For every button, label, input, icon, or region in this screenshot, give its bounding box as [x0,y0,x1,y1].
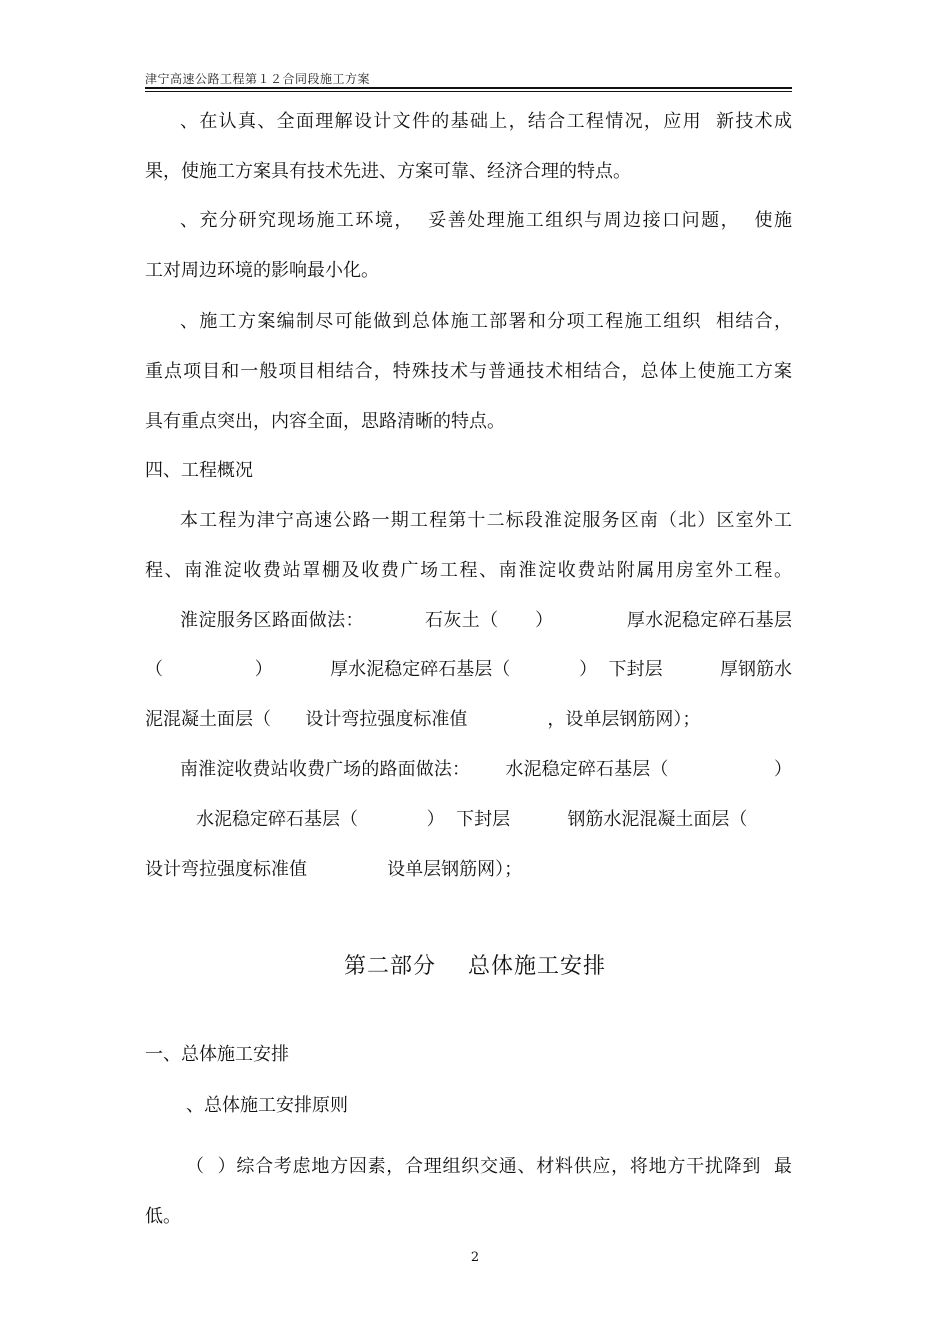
heading-overall-arrangement: 一、总体施工安排 [145,1044,289,1065]
paragraph-6-line-3: 设计弯拉强度标准值 设单层钢筋网）； [145,859,523,880]
running-header: 津宁高速公路工程第１２合同段施工方案 [145,72,371,86]
paragraph-4-line-1: 本工程为津宁高速公路一期工程第十二标段淮淀服务区南（北）区室外工 [180,510,792,531]
paragraph-7-line-1: （ ）综合考虑地方因素，合理组织交通、材料供应，将地方干扰降到 最 [186,1156,792,1177]
paragraph-3-line-2: 重点项目和一般项目相结合，特殊技术与普通技术相结合，总体上使施工方案 [145,361,792,382]
paragraph-5-line-2: （ ） 厚水泥稳定碎石基层（ ） 下封层 厚钢筋水 [145,659,792,680]
paragraph-5-line-3: 泥混凝土面层（ 设计弯拉强度标准值 ，设单层钢筋网）； [145,709,701,730]
paragraph-1-line-1: 、在认真、全面理解设计文件的基础上，结合工程情况，应用 新技术成 [180,111,792,132]
header-rule-thick [145,87,792,89]
paragraph-4-line-2: 程、南淮淀收费站罩棚及收费广场工程、南淮淀收费站附属用房室外工程。 [145,560,792,581]
paragraph-1-line-2: 果，使施工方案具有技术先进、方案可靠、经济合理的特点。 [145,161,631,182]
paragraph-5-line-1: 淮淀服务区路面做法： 石灰土（ ） 厚水泥稳定碎石基层 [180,610,792,631]
header-rule-thin [145,91,792,92]
paragraph-7-line-2: 低。 [145,1206,181,1227]
paragraph-2-line-2: 工对周边环境的影响最小化。 [145,260,379,281]
section-heading-overview: 四、工程概况 [145,460,253,481]
paragraph-3-line-1: 、施工方案编制尽可能做到总体施工部署和分项工程施工组织 相结合， [180,311,792,332]
paragraph-6-line-2: 水泥稳定碎石基层（ ） 下封层 钢筋水泥混凝土面层（ [196,809,748,830]
subheading-principles: 、总体施工安排原则 [186,1095,348,1116]
page-number: 2 [470,1250,480,1265]
paragraph-3-line-3: 具有重点突出，内容全面，思路清晰的特点。 [145,411,505,432]
paragraph-6-line-1: 南淮淀收费站收费广场的路面做法： 水泥稳定碎石基层（ ） [180,759,792,780]
part-title: 第二部分 总体施工安排 [344,954,606,979]
paragraph-2-line-1: 、充分研究现场施工环境， 妥善处理施工组织与周边接口问题， 使施 [180,210,792,231]
